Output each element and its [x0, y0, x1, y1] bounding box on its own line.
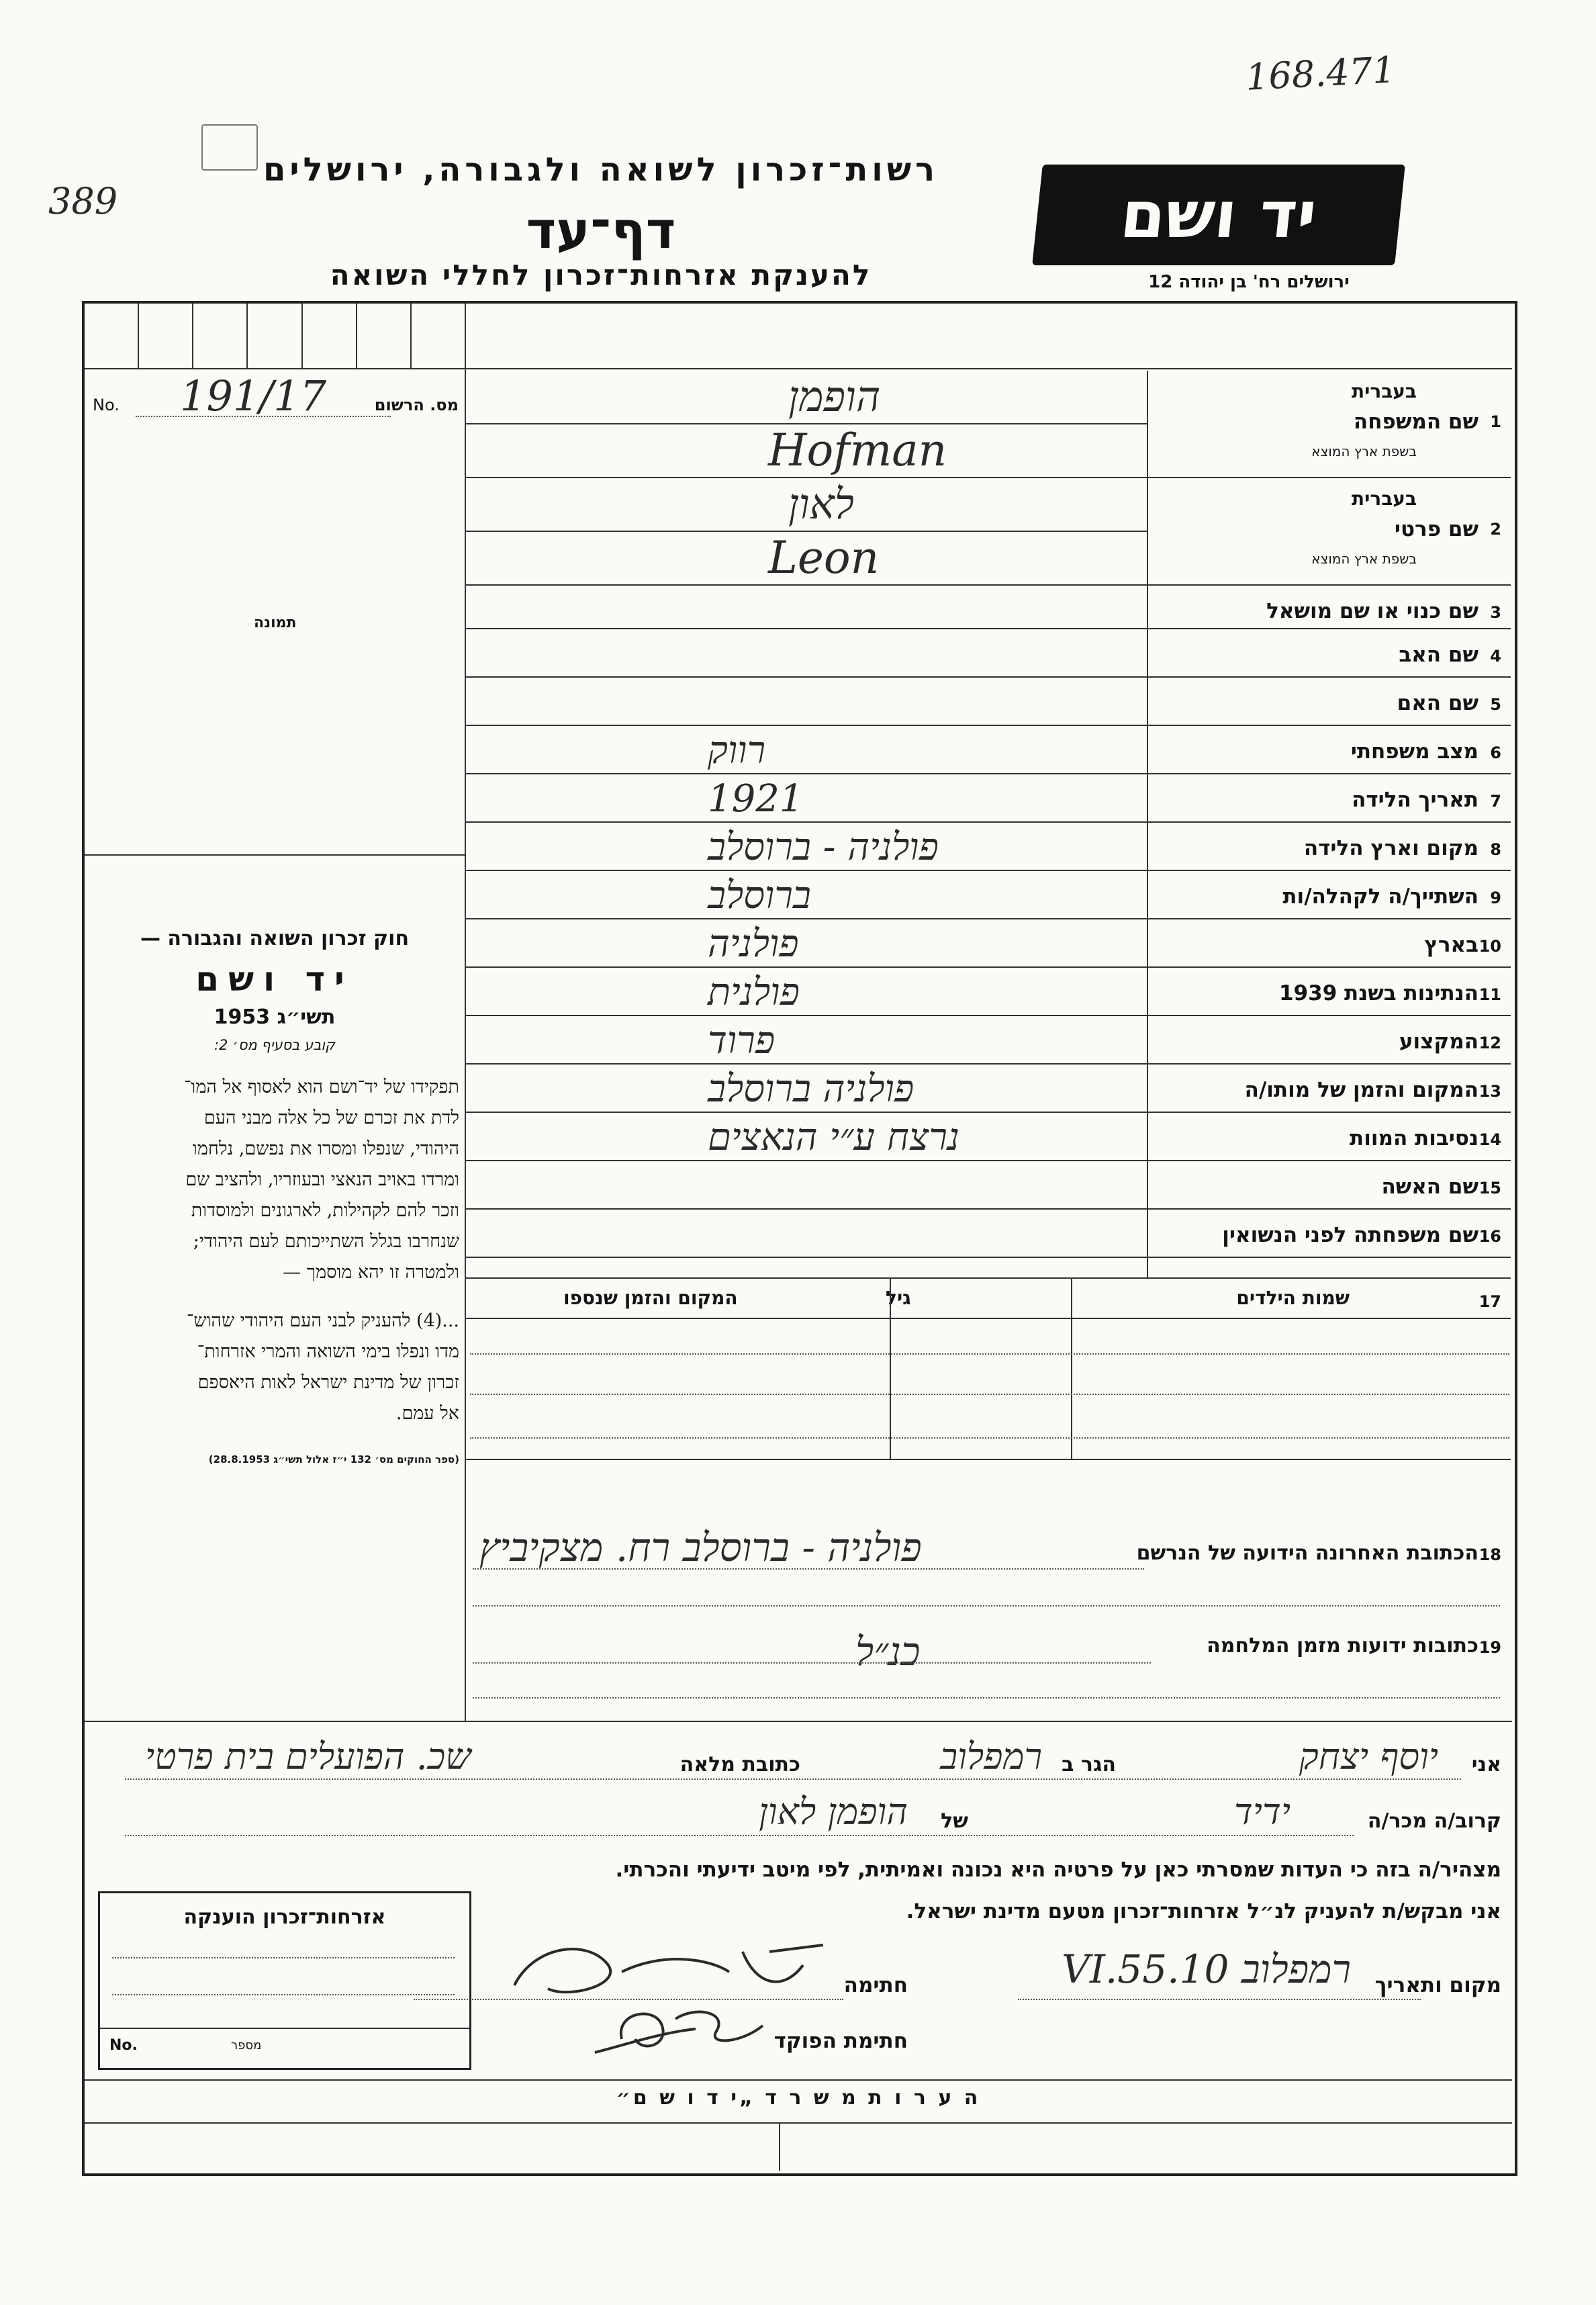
form-title: דף־עד — [526, 200, 676, 260]
archive-number: 168.471 — [1244, 48, 1397, 99]
request-text: אני מבקש/ת להעניק לנ״ל אזרחות־זכרון מטעם מדינת ישראל. — [906, 1899, 1501, 1924]
field-row-16 — [466, 1210, 1511, 1258]
children-header — [466, 1277, 1511, 1318]
field-row-5 — [466, 678, 1511, 726]
field-number: 4 — [1490, 647, 1501, 666]
field-label: השתייך/ה לקהלה/ות — [1282, 885, 1478, 909]
citizenship-title: אזרחות־זכרון הוענקה — [183, 1905, 386, 1929]
field-label: מקום וארץ הלידה — [1303, 836, 1478, 860]
field-value: נרצח ע״י הנאצים — [708, 1116, 960, 1159]
declarant-address-label: כתובת מלאה — [679, 1753, 800, 1776]
field-label: נסיבות המוות — [1350, 1126, 1478, 1150]
field-label: שם משפחתה לפני הנשואין — [1222, 1223, 1478, 1247]
field-number: 8 — [1490, 840, 1501, 859]
place-date-label: מקום ותאריך — [1374, 1973, 1501, 1997]
field-label: תאריך הלידה — [1352, 788, 1478, 812]
law-line: לדת את זכרם של כל אלה מבני העם — [203, 1108, 459, 1128]
declarant-of-name: הופמן לאון — [759, 1791, 908, 1833]
field-number: 10 — [1478, 937, 1501, 956]
field-number: 3 — [1490, 603, 1501, 622]
law-line: מדו ונפלו בימי השואה והמרי אזרחות־ — [197, 1341, 459, 1362]
field-number: 14 — [1478, 1130, 1501, 1149]
field-sub-hebrew: בעברית — [1351, 380, 1417, 402]
address-fields — [466, 1461, 1511, 1723]
law-line: אל עמם. — [395, 1403, 459, 1424]
field-row-8 — [466, 823, 1511, 871]
law-citation: (ספר החוקים מס׳ 132 י״ז אלול תשי״ג 28.8.1953) — [208, 1453, 459, 1465]
clause-ref: קובע בסעיף מס׳ 2: — [214, 1037, 336, 1053]
law-line: ומרדו באויב הנאצי ובעוזריו, ולהציב שם — [185, 1169, 459, 1190]
declarant-city: רמפלוב — [940, 1735, 1042, 1778]
place-date-value: רמפלוב 10.VI.55 — [1062, 1946, 1351, 1992]
logo-text: יד ושם — [1117, 177, 1321, 253]
field-value: ברוסלב — [708, 874, 811, 917]
official-signature — [581, 1992, 803, 2066]
field-row-15 — [466, 1161, 1511, 1210]
field-number: 5 — [1490, 695, 1501, 714]
fields-table — [466, 371, 1511, 1277]
field-value: פולנית — [708, 970, 800, 1014]
law-line: היהודי, שנפלו ומסרו את נפשם, נלחמו — [192, 1138, 459, 1159]
field-value-origin: Hofman — [768, 424, 947, 476]
law-line: שנחרבו בגלל השתייכותם לעם היהודי; — [193, 1231, 459, 1252]
field-value: פולניה ברוסלב — [708, 1067, 914, 1111]
registration-label: מס. הרשום — [374, 396, 459, 414]
official-signature-label: חתימת הפוקד — [773, 2029, 908, 2053]
field-row-12 — [466, 1016, 1511, 1065]
declarant-address: שכ. הפועלים בית פרטי — [145, 1735, 471, 1778]
law-title: חוק זכרון השואה והגבורה — — [140, 927, 410, 950]
citizenship-no-label: No. — [109, 2037, 138, 2054]
field-number: 6 — [1490, 743, 1501, 762]
law-year: תשי״ג 1953 — [214, 1005, 336, 1029]
children-col-place: המקום והזמן שנספו — [563, 1287, 738, 1309]
registration-tick-boxes — [85, 304, 465, 368]
field-number: 12 — [1478, 1034, 1501, 1052]
field-number: 13 — [1478, 1082, 1501, 1101]
field-row-10 — [466, 919, 1511, 968]
law-name: יד ושם — [195, 960, 354, 999]
law-line: ...(4) להעניק לבני העם היהודי שהוש־ — [187, 1310, 459, 1331]
field-18-value: פולניה - ברוסלב רח. מצקיביץ — [479, 1525, 922, 1570]
registration-no-label: No. — [93, 396, 120, 414]
field-label: שם כנוי או שם מושאל — [1266, 599, 1478, 623]
field-19-label: כתובות ידועות מזמן המלחמה — [1207, 1634, 1478, 1658]
field-label: שם המשפחה — [1353, 410, 1478, 434]
field-sub-hebrew: בעברית — [1351, 488, 1417, 510]
field-value: 1921 — [708, 777, 804, 821]
field-number: 17 — [1478, 1292, 1501, 1311]
folder-number: 389 — [48, 180, 118, 222]
field-row-4 — [466, 629, 1511, 678]
field-row-1 — [466, 371, 1511, 478]
field-row-14 — [466, 1113, 1511, 1161]
declarant-name: יוסף יצחק — [1299, 1735, 1438, 1778]
declarant-section — [85, 1723, 1512, 2079]
citizenship-number-label: מספר — [231, 2038, 262, 2052]
field-value: פולניה - ברוסלב — [708, 825, 939, 869]
registration-value: 191/17 — [180, 371, 327, 420]
field-row-9 — [466, 871, 1511, 919]
field-number: 19 — [1478, 1638, 1501, 1657]
field-value-origin: Leon — [768, 532, 880, 584]
field-label: המקצוע — [1399, 1030, 1478, 1054]
field-label: הנתינות בשנת 1939 — [1278, 981, 1478, 1005]
law-line: תפקידו של יד־ושם הוא לאסוף אל המו־ — [184, 1077, 459, 1097]
field-row-7 — [466, 774, 1511, 823]
form-subtitle: להענקת אזרחות־זכרון לחללי השואה — [330, 259, 872, 291]
field-value: רווק — [708, 729, 766, 772]
authority-line: רשות־זכרון לשואה ולגבורה, ירושלים — [263, 151, 939, 189]
children-row — [470, 1394, 1509, 1395]
field-label: שם האשה — [1381, 1175, 1478, 1199]
field-label: מצב משפחתי — [1350, 739, 1478, 764]
law-box — [90, 927, 459, 1465]
field-value: פולניה — [708, 922, 799, 966]
field-row-2 — [466, 478, 1511, 586]
children-col-age: גיל — [886, 1287, 911, 1309]
header-address: ירושלים רח' בן יהודה 12 — [1148, 272, 1350, 292]
field-number: 9 — [1490, 889, 1501, 907]
field-number: 7 — [1490, 792, 1501, 811]
children-row — [470, 1353, 1509, 1355]
field-row-13 — [466, 1065, 1511, 1113]
field-label: שם פרטי — [1394, 517, 1478, 541]
declarant-relation-label: קרוב/ה מכר/ה — [1367, 1809, 1501, 1833]
field-value-hebrew: לאון — [788, 480, 854, 529]
field-label: המקום והזמן של מותו/ה — [1244, 1078, 1478, 1102]
declarant-resides-label: הגר ב — [1062, 1753, 1116, 1776]
field-sub-origin: בשפת ארץ המוצא — [1311, 551, 1417, 567]
office-notes-title: ה ע ר ו ת מ ש ר ד „י ד ו ש ם״ — [616, 2086, 981, 2110]
children-row — [470, 1437, 1509, 1439]
law-paragraph-2 — [90, 1306, 459, 1429]
registration-number — [93, 371, 459, 426]
yad-vashem-logo — [1032, 165, 1405, 265]
field-number: 18 — [1478, 1545, 1501, 1564]
field-sub-origin: בשפת ארץ המוצא — [1311, 443, 1417, 459]
field-number: 15 — [1478, 1179, 1501, 1197]
field-number: 11 — [1478, 985, 1501, 1004]
field-value-hebrew: הופמן — [788, 372, 881, 421]
declarant-of-label: של — [941, 1809, 968, 1833]
field-row-6 — [466, 726, 1511, 774]
field-value: פרוד — [708, 1019, 776, 1063]
field-19-value: כנ״ל — [855, 1629, 921, 1674]
law-paragraph-1 — [90, 1072, 459, 1288]
field-label: שם האב — [1399, 643, 1478, 667]
field-row-11 — [466, 968, 1511, 1016]
law-line: וזכר להם לקהילות, לארגונים ולמוסדות — [191, 1200, 459, 1221]
signature-label: חתימה — [843, 1973, 908, 1997]
field-label: בארץ — [1424, 933, 1478, 957]
children-col-names: שמות הילדים — [1236, 1287, 1350, 1309]
field-number: 2 — [1490, 520, 1501, 539]
photo-label: תמונה — [254, 615, 297, 631]
citizenship-box — [98, 1891, 471, 2070]
field-number: 16 — [1478, 1227, 1501, 1246]
field-label: שם האם — [1397, 691, 1478, 715]
declaration-text: מצהיר/ה בזה כי העדות שמסרתי כאן על פרטיה היא נכונה ואמיתית, לפי מיטב ידיעתי והכרתי. — [615, 1858, 1501, 1882]
field-number: 1 — [1490, 412, 1501, 431]
law-line: ולמטרה זו יהא מוסמך — — [283, 1262, 459, 1283]
declarant-relation: ידיד — [1233, 1791, 1290, 1833]
field-18-label: הכתובת האחרונה הידועה של הנרשם — [1136, 1541, 1478, 1565]
declarant-i-label: אני — [1471, 1753, 1501, 1776]
law-line: זכרון של מדינת ישראל לאות היאספם — [197, 1372, 459, 1393]
field-row-3 — [466, 586, 1511, 629]
